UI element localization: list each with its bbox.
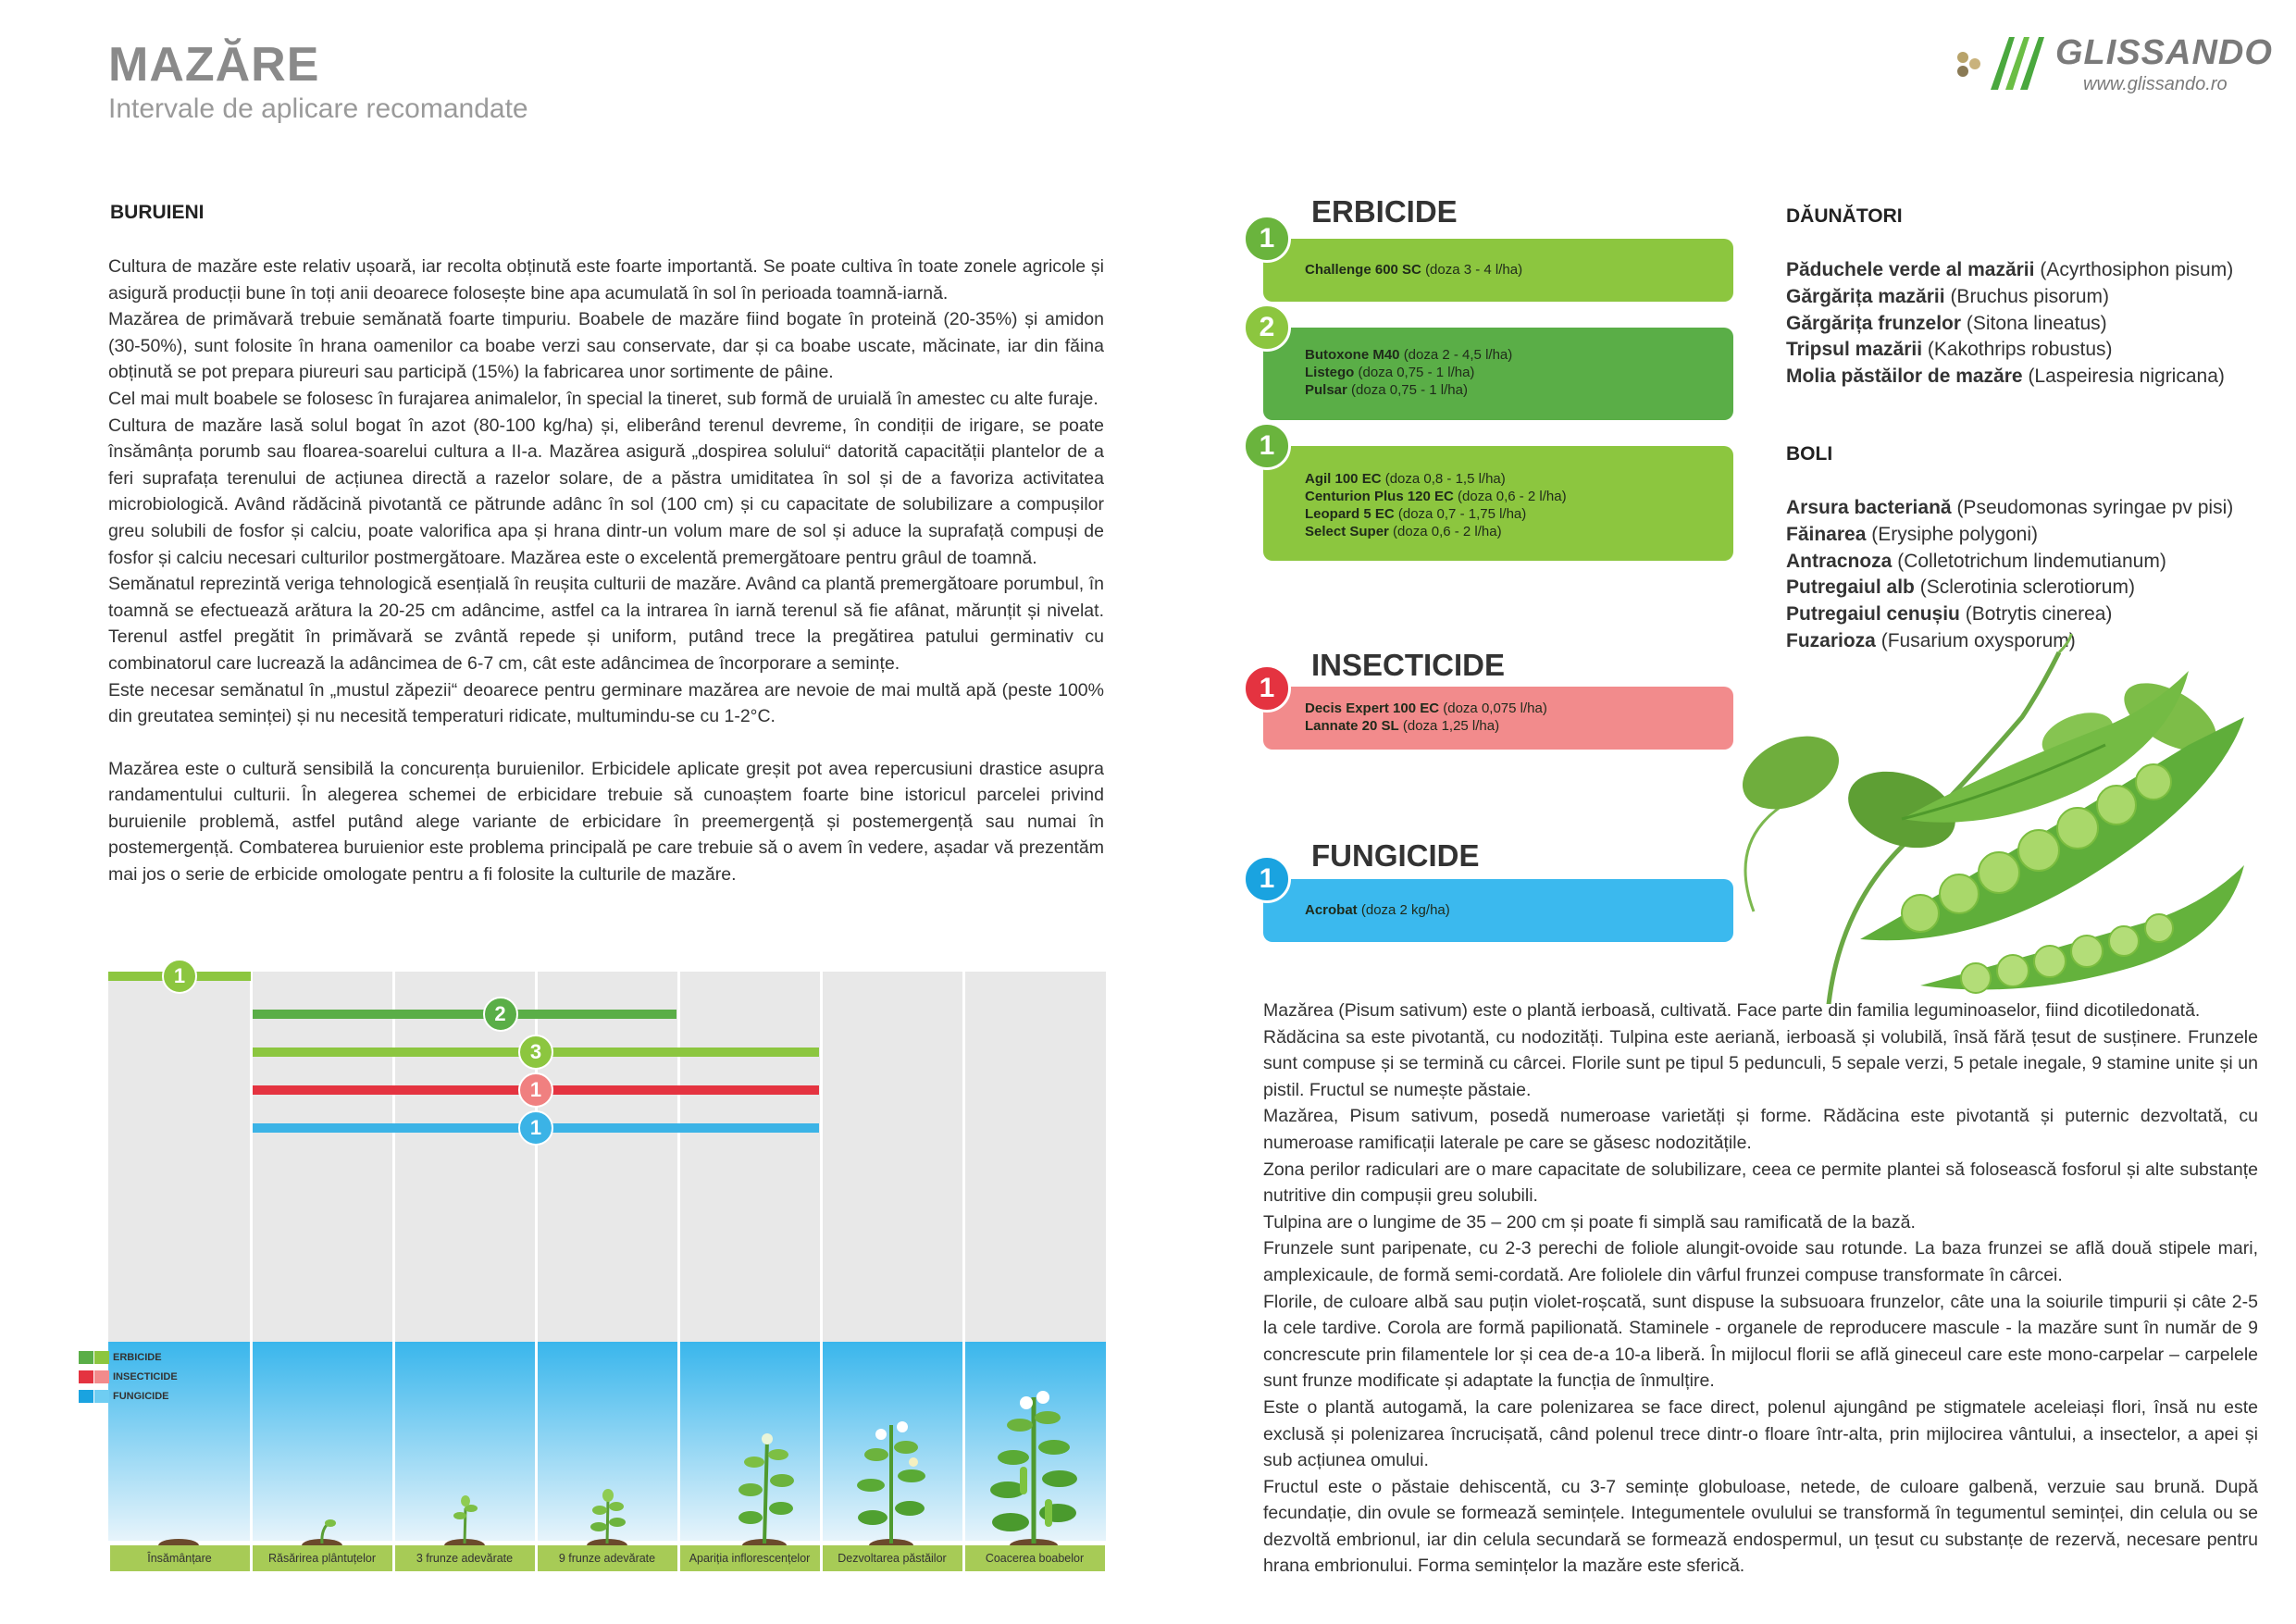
description-paragraph: Frunzele sunt paripenate, cu 2-3 perechi de foliole alungit-ovoide sau rotunde. La baza frunzei se află două stipele mari, amplexicaule, de formă semi-cordată. Are foliolele din vârful frunzei compuse transformate în cârcei. (1263, 1238, 2258, 1285)
growth-stage-label: Apariția inflorescențelor (680, 1545, 820, 1571)
intro-paragraph: Mazărea de primăvară trebuie semănată foarte timpuriu. Boabele de mazăre fiind bogate în proteină (20-35%) și amidon (30-50%), sunt folosite în hrana oamenilor ca boabe verzi sau conservate, dar și ca boabe uscate, măcinate, iar din făina obținută se pot prepara piureuri sau participă (15%) la fabricarea unor sortimente de pâine. (108, 309, 1104, 383)
description-paragraph: Zona perilor radiculari are o mare capacitate de solubilizare, ceea ce permite plantei să folosească fosforul și alte substanțe nutritive din compușii greu solubili. (1263, 1159, 2258, 1207)
product-item: Acrobat (doza 2 kg/ha) (1305, 902, 1450, 918)
interval-badge: 1 (518, 1072, 553, 1108)
interval-badge: 1 (162, 959, 197, 994)
description-paragraph: Florile, de culoare albă sau puțin violet-roșcată, sunt dispuse la subsuoara frunzelor, câte una la soiurile timpurii și câte 2-5 la cele tardive. Corola are formă papilionată. Staminele - organele de reproducere mascule - la mazăre sunt în număr de 9 concrescute prin filamentele lor și cea de-a 10-a liberă. În mijlocul florii se află gineceul care este mono-carpelar – carpelele sunt frunze modificate și adaptate la funcția de înmulțire. (1263, 1291, 2258, 1392)
growth-stage-label: 3 frunze adevărate (395, 1545, 535, 1571)
intro-paragraph: Mazărea este o cultură sensibilă la concurența buruienilor. Erbicidele aplicate greșit pot avea repercusiuni drastice asupra randamentului culturii. În alegerea schemei de erbicidare trebuie să cunoaștem foarte bine istoricul parcelei privind buruienile problemă, astfel putând alege variante de erbicidare în preemergență și postemergență sau numai în postemergență. Combaterea buruienior este problema principală pe care trebuie să o avem în vedere, așadar vă prezentăm mai jos o serie de erbicide omologate pentru a fi folosite la culturile de mazăre. (108, 758, 1104, 886)
list-item: Antracnoza (Colletotrichum lindemutianum) (1786, 550, 2166, 572)
page-title: MAZĂRE (108, 38, 320, 92)
legend-herbicides: ERBICIDE (79, 1349, 162, 1366)
growth-stage-label: Coacerea boabelor (965, 1545, 1105, 1571)
weeds-intro-text (108, 254, 1104, 888)
insecticides-title: INSECTICIDE (1311, 648, 1506, 682)
fungicide-products (1305, 901, 1450, 919)
intro-paragraph: Semănatul reprezintă veriga tehnologică esențială în reușita culturii de mazăre. Având ca plantă premergătoare porumbul, în toamnă se efectuează arătura la 20-25 cm adâncime, astfel ca la intrarea în iarnă terenul să fie afânat, mărunțit și nivelat. Terenul astfel pregătit în primăvară se zvântă repede și uniform, putând trece la pregătirea patului germinativ cu combinatorul care lucrează la adâncimea de 6-7 cm, cât este adâncimea de încorporare a semințe. (108, 574, 1104, 674)
product-item: Decis Expert 100 EC (doza 0,075 l/ha) (1305, 700, 1547, 716)
insecticide-products (1305, 700, 1547, 735)
pea-pods-illustration (1670, 634, 2272, 1004)
product-item: Select Super (doza 0,6 - 2 l/ha) (1305, 524, 1502, 539)
logo-text: GLISSANDO (2055, 33, 2273, 72)
logo-url: www.glissando.ro (2083, 74, 2228, 94)
list-item: Putregaiul alb (Sclerotinia sclerotiorum) (1786, 576, 2135, 599)
description-paragraph: Mazărea, Pisum sativum, posedă numeroase varietăți și forme. Rădăcina este pivotantă și puternic dezvoltată, cu numeroase ramificații laterale pe care se găsesc nodozitățile. (1263, 1106, 2258, 1153)
intro-paragraph: Cultura de mazăre este relativ ușoară, iar recolta obținută este foarte importantă. Se poate cultiva în toate zonele agricole și asigură producții bune în toți anii deoarece folosește bine apa acumulată în sol în perioada toamnă-iarnă. (108, 256, 1104, 304)
chart-background (108, 972, 1106, 1384)
list-item: Făinarea (Erysiphe polygoni) (1786, 523, 2038, 545)
description-paragraph: Mazărea (Pisum sativum) este o plantă ierboasă, cultivată. Face parte din familia leguminoaselor, fiind dicotiledonată. (1263, 1000, 2201, 1021)
description-paragraph: Rădăcina sa este pivotantă, cu nodozități. Tulpina este aeriană, ierboasă și volubilă, însă fără țesut de susținere. Frunzele sunt compuse și se termină cu cârcei. Florile sunt pe tipul 5 pedunculi, 5 sepale verzi, 5 petale inegale, 9 stamine unite și un pistil. Fructul se numește păstaie. (1263, 1026, 2258, 1100)
product-item: Pulsar (doza 0,75 - 1 l/ha) (1305, 382, 1468, 398)
product-item: Leopard 5 EC (doza 0,7 - 1,75 l/ha) (1305, 506, 1527, 522)
weeds-heading: BURUIENI (110, 202, 205, 223)
product-item: Agil 100 EC (doza 0,8 - 1,5 l/ha) (1305, 471, 1506, 487)
intro-paragraph: Cel mai mult boabele se folosesc în furajarea animalelor, în special la tineret, sub formă de uruială în amestec cu alte furaje. (108, 388, 1098, 409)
glissando-logo[interactable] (1954, 30, 2273, 104)
pea-description-text (1263, 998, 2258, 1580)
description-paragraph: Tulpina are o lungime de 35 – 200 cm și poate fi simplă sau ramificată de la bază. (1263, 1211, 1916, 1233)
growth-stage-label: Răsărirea plântuțelor (253, 1545, 392, 1571)
herbicide-group-1-badge: 1 (1243, 215, 1291, 263)
legend-fungicides: FUNGICIDE (79, 1388, 169, 1405)
list-item: Arsura bacteriană (Pseudomonas syringae pv pisi) (1786, 497, 2234, 518)
herbicide-group-2-products (1305, 346, 1512, 399)
interval-badge: 2 (483, 997, 518, 1032)
product-item: Butoxone M40 (doza 2 - 4,5 l/ha) (1305, 347, 1513, 363)
herbicide-group-3-badge: 1 (1243, 422, 1291, 470)
list-item: Fuzarioza (Fusarium oxysporum) (1786, 629, 2076, 651)
diseases-heading: BOLI (1786, 443, 1833, 465)
intro-paragraph: Cultura de mazăre lasă solul bogat în azot (80-100 kg/ha) și, eliberând terenul devreme, în condiții de irigare, se poate însămânța porumb sau floarea-soarelui cultura a II-a. Mazărea asigură „dospirea solului“ datorită capacității plantelor de a feri suprafața terenului de acțiunea directă a razelor solare, de a păstra umiditatea în sol și de a favoriza activitatea microbiologică. Având rădăcină pivotantă ce pătrunde adânc în sol (100 cm) și cu capacitate de solubilizare a compușilor greu solubili de fosfor și calciu, poate valorifica apa și hrana dintr-un volum mare de sol și aduce la suprafață compuși de fosfor și calciu necesari culturilor postmergătoare. Mazărea este o excelentă premergătoare pentru grâul de toamnă. (108, 415, 1104, 568)
herbicide-group-2-badge: 2 (1243, 304, 1291, 352)
pests-heading: DĂUNĂTORI (1786, 205, 1903, 227)
list-item: Tripsul mazării (Kakothrips robustus) (1786, 339, 2113, 361)
list-item: Păduchele verde al mazării (Acyrthosiphon pisum) (1786, 259, 2234, 280)
page-subtitle: Intervale de aplicare recomandate (108, 93, 528, 124)
application-interval-bar (253, 1010, 676, 1019)
fungicide-badge: 1 (1243, 855, 1291, 903)
growth-stage-label: Dezvoltarea păstăilor (823, 1545, 962, 1571)
description-paragraph: Este o plantă autogamă, la care polenizarea se face direct, polenul ajungând pe stigmatele aceleiași flori, însă nu este exclusă și polenizarea încrucișată, când polenul trece dintr-o floare într-alta, prin mijlocirea vântului, a insectelor, a apei și sub acțiunea omului. (1263, 1396, 2258, 1471)
fungicides-title: FUNGICIDE (1311, 838, 1480, 873)
list-item: Gărgărița mazării (Bruchus pisorum) (1786, 285, 2109, 307)
product-item: Listego (doza 0,75 - 1 l/ha) (1305, 365, 1475, 380)
herbicide-group-1-products (1305, 261, 1522, 279)
growth-stage-label: Însămânțare (110, 1545, 250, 1571)
product-item: Centurion Plus 120 EC (doza 0,6 - 2 l/ha) (1305, 489, 1567, 504)
herbicides-title: ERBICIDE (1311, 194, 1458, 229)
list-item: Gărgărița frunzelor (Sitona lineatus) (1786, 312, 2107, 334)
list-item: Putregaiul cenușiu (Botrytis cinerea) (1786, 603, 2113, 626)
application-interval-chart (108, 962, 1106, 1573)
interval-badge: 1 (518, 1110, 553, 1146)
logo-mark-icon (1954, 30, 2055, 94)
pests-list (1786, 257, 2233, 391)
list-item: Molia păstăilor de mazăre (Laspeiresia nigricana) (1786, 366, 2225, 388)
interval-badge: 3 (518, 1035, 553, 1070)
legend-insecticides: INSECTICIDE (79, 1369, 178, 1385)
intro-paragraph: Este necesar semănatul în „mustul zăpezii“ deoarece pentru germinare mazărea are nevoie de mai multă apă (peste 100% din greutatea seminței) și nu necesită temperaturi ridicate, multumindu-se cu 1-2°C. (108, 679, 1104, 727)
product-item: Lannate 20 SL (doza 1,25 l/ha) (1305, 718, 1500, 734)
product-item: Challenge 600 SC (doza 3 - 4 l/ha) (1305, 262, 1523, 278)
description-paragraph: Fructul este o păstaie dehiscentă, cu 3-7 semințe globuloase, netede, de culoare galbenă, verzuie sau brună. După fecundație, din ovule se formează semințele. Integumentele ovulului se transformă în tegumentul seminței, din celula ou se dezvoltă embrionul, iar din celula secundară se formează endospermul, un țesut cu substanțe de rezervă, necesare pentru hrana embrionului. Forma semințelor la mazăre este sferică. (1263, 1476, 2258, 1577)
diseases-list (1786, 495, 2233, 655)
plant-growth-illustration (108, 1370, 1106, 1555)
insecticide-badge: 1 (1243, 664, 1291, 713)
herbicide-group-3-products (1305, 470, 1567, 540)
growth-stage-label: 9 frunze adevărate (538, 1545, 677, 1571)
